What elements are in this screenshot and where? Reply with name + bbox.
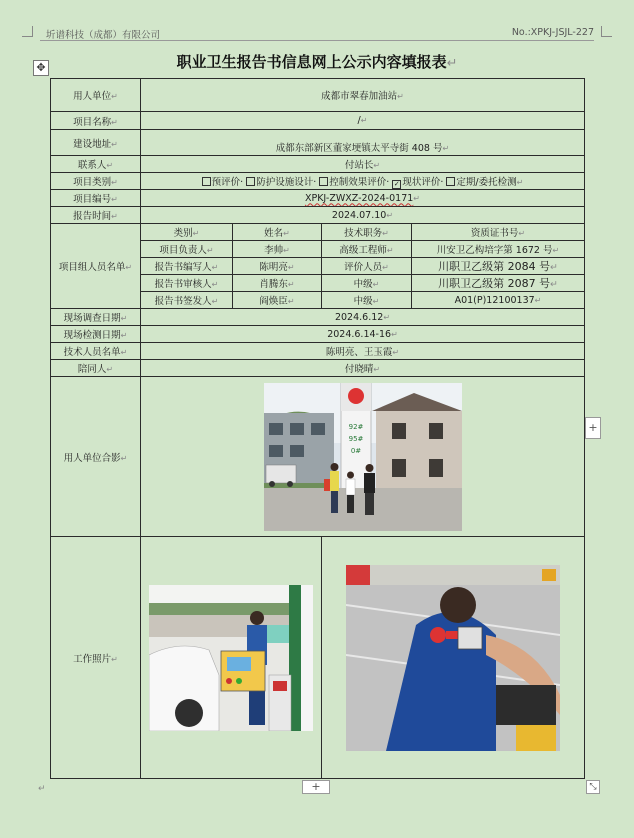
work-photo-right-image <box>346 565 560 751</box>
member-title[interactable]: 评价人员↵ <box>322 258 412 275</box>
label-employer: 用人单位↵ <box>51 79 141 112</box>
checkbox-icon: ✓ <box>393 179 400 188</box>
row-report-date <box>51 207 585 224</box>
value-test-date[interactable]: 2024.6.14-16↵ <box>141 326 585 343</box>
label-survey-date: 现场调查日期↵ <box>51 309 141 326</box>
row-contact <box>51 156 585 173</box>
table-move-handle[interactable]: ✥ <box>33 60 49 76</box>
document-title: 职业卫生报告书信息网上公示内容填报表↵ <box>176 53 458 71</box>
category-option-status-evaluation[interactable]: ✓ 现状评价 <box>393 176 441 188</box>
header-company: 圻谱科技（成都）有限公司 <box>46 30 161 41</box>
label-team: 项目组人员名单↵ <box>51 224 141 309</box>
checkbox-icon <box>319 177 328 186</box>
label-contact: 联系人↵ <box>51 156 141 173</box>
paragraph-mark: ↵ <box>38 784 46 794</box>
category-option-pre-evaluation[interactable]: 预评价 <box>202 177 241 188</box>
work-photo-left-image <box>149 585 313 731</box>
label-project-name: 项目名称↵ <box>51 112 141 130</box>
member-name[interactable]: 陈明亮↵ <box>233 258 322 275</box>
member-title[interactable]: 中级↵ <box>322 275 412 292</box>
value-category: 预评价· 防护设施设计· 控制效果评价· ✓ 现状评价· 定期/委托检测↵ <box>141 173 585 190</box>
team-header-cert: 资质证书号↵ <box>412 224 585 241</box>
member-role: 报告书签发人↵ <box>141 292 233 309</box>
team-header-row <box>51 224 585 241</box>
member-cert[interactable]: 川职卫乙级第 2087 号↵ <box>412 275 585 292</box>
row-test-date <box>51 326 585 343</box>
value-report-date[interactable]: 2024.07.10↵ <box>141 207 585 224</box>
value-companion[interactable]: 付晓晴↵ <box>141 360 585 377</box>
member-role: 项目负责人↵ <box>141 241 233 258</box>
corner-mark-right <box>601 26 612 37</box>
member-title[interactable]: 高级工程师↵ <box>322 241 412 258</box>
row-companion <box>51 360 585 377</box>
value-staff[interactable]: 陈明亮、王玉霞↵ <box>141 343 585 360</box>
work-photo-left[interactable] <box>149 585 313 731</box>
member-name[interactable]: 肖腾东↵ <box>233 275 322 292</box>
category-option-control-effect[interactable]: 控制效果评价 <box>319 177 386 188</box>
table-resize-handle[interactable]: ⤡ <box>586 780 600 794</box>
team-header-name: 姓名↵ <box>233 224 322 241</box>
row-employer <box>51 79 585 112</box>
row-project-name <box>51 112 585 130</box>
work-photo-cell-left <box>141 537 322 779</box>
value-project-number[interactable]: XPKJ-ZWXZ-2024-0171↵ <box>141 190 585 207</box>
group-photo-image <box>264 383 462 531</box>
row-staff <box>51 343 585 360</box>
header-doc-number: No.:XPKJ-JSJL-227 <box>511 27 594 38</box>
label-test-date: 现场检测日期↵ <box>51 326 141 343</box>
add-row-button[interactable]: + <box>302 780 330 794</box>
team-header-title: 技术职务↵ <box>322 224 412 241</box>
label-category: 项目类别↵ <box>51 173 141 190</box>
row-project-number <box>51 190 585 207</box>
member-cert[interactable]: 川职卫乙级第 2084 号↵ <box>412 258 585 275</box>
team-header-role: 类别↵ <box>141 224 233 241</box>
row-survey-date <box>51 309 585 326</box>
sign-price-92: 92# <box>348 422 363 431</box>
label-report-date: 报告时间↵ <box>51 207 141 224</box>
value-address[interactable]: 成都东部新区董家埂镇太平寺街 408 号↵ <box>141 130 585 156</box>
work-photo-cell-right <box>322 537 585 779</box>
sign-price-95: 95# <box>348 434 363 443</box>
work-photo-right[interactable] <box>346 565 560 751</box>
disclosure-form-table <box>50 78 585 779</box>
value-contact[interactable]: 付站长↵ <box>141 156 585 173</box>
label-companion: 陪同人↵ <box>51 360 141 377</box>
checkbox-icon <box>446 177 455 186</box>
category-option-periodic-testing[interactable]: 定期/委托检测 <box>446 177 516 188</box>
row-address <box>51 130 585 156</box>
corner-mark-left <box>22 26 33 37</box>
label-group-photo: 用人单位合影↵ <box>51 377 141 537</box>
add-column-button[interactable]: + <box>585 417 601 439</box>
row-category <box>51 173 585 190</box>
label-project-number: 项目编号↵ <box>51 190 141 207</box>
member-cert[interactable]: A01(P)12100137↵ <box>412 292 585 309</box>
member-name[interactable]: 阎焕臣↵ <box>233 292 322 309</box>
member-role: 报告书审核人↵ <box>141 275 233 292</box>
row-work-photos <box>51 537 585 779</box>
label-work-photos: 工作照片↵ <box>51 537 141 779</box>
member-title[interactable]: 中级↵ <box>322 292 412 309</box>
header-rule <box>40 40 594 41</box>
row-group-photo <box>51 377 585 537</box>
value-project-name[interactable]: /↵ <box>141 112 585 130</box>
group-photo[interactable] <box>264 383 462 531</box>
label-address: 建设地址↵ <box>51 130 141 156</box>
member-role: 报告书编写人↵ <box>141 258 233 275</box>
sign-price-0: 0# <box>350 446 361 455</box>
checkbox-icon <box>246 177 255 186</box>
member-cert[interactable]: 川安卫乙构培字第 1672 号↵ <box>412 241 585 258</box>
value-employer[interactable]: 成都市翠春加油站↵ <box>141 79 585 112</box>
label-staff: 技术人员名单↵ <box>51 343 141 360</box>
category-option-protection-design[interactable]: 防护设施设计 <box>246 177 313 188</box>
value-survey-date[interactable]: 2024.6.12↵ <box>141 309 585 326</box>
member-name[interactable]: 李帅↵ <box>233 241 322 258</box>
checkbox-icon <box>202 177 211 186</box>
group-photo-cell <box>141 377 585 537</box>
